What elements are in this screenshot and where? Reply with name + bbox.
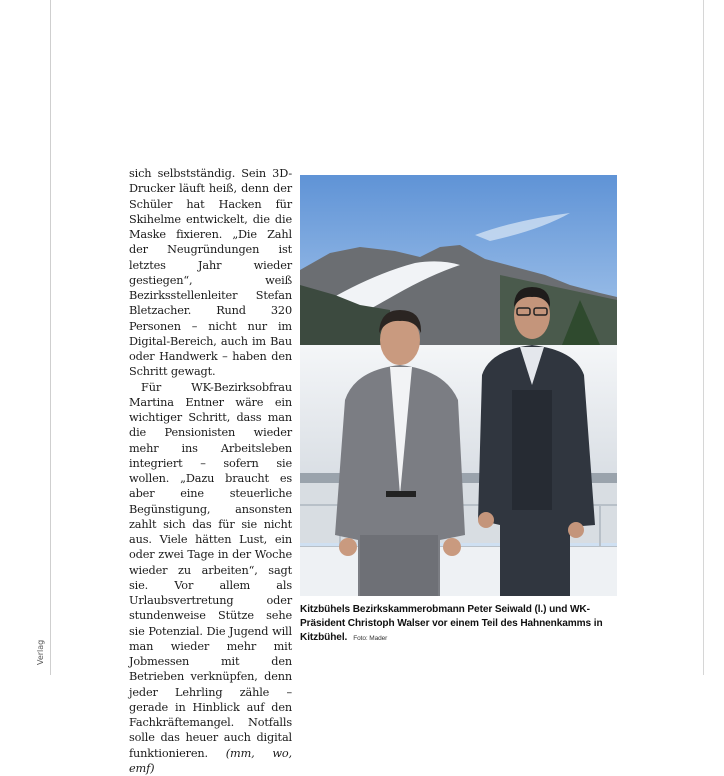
page-rule-right <box>703 0 704 675</box>
photo-caption <box>300 603 622 646</box>
photo-illustration <box>300 175 617 596</box>
author-signature: (mm, wo, emf) <box>129 747 292 775</box>
article-photo <box>300 175 617 596</box>
caption-text: Kitzbühels Bezirkskammerobmann Peter Seiwald (l.) und WK-Präsident Christoph Walser vor einem Teil des Hahnenkamms in Kitzbühel. <box>300 604 603 643</box>
side-label: Verlag <box>36 640 45 665</box>
photo-credit: Foto: Mader <box>353 635 387 642</box>
article-paragraph-2-text: Für WK-Bezirksobfrau Martina Entner wäre ein wichtiger Schritt, dass man die Pensionisten wieder mehr ins Arbeitsleben integriert – sofern sie wollen. „Dazu braucht es aber eine steuerliche Begünstigung, ansonsten zahlt sich das für sie nicht aus. Viele hätten Lust, ein oder zwei Tage in der Woche wieder zu arbeiten“, sagt sie. Vor allem als Urlaubsvertretung oder stundenweise Stütze sehe sie Potenzial. Die Jugend will man wieder mehr mit Jobmessen mit den Betrieben verknüpfen, denn jeder Lehrling zähle – gerade in Hinblick auf den Fachkräftemangel. Notfalls solle das heuer auch digital funktionieren. <box>129 381 292 760</box>
article-paragraph-1: sich selbstständig. Sein 3D-Drucker läuft heiß, denn der Schüler hat Hacken für Skihelme entwickelt, die die Maske fixieren. „Die Zahl der Neugründungen ist letztes Jahr wieder gestiegen“, weiß Bezirksstellenleiter Stefan Bletzacher. Rund 320 Personen – nicht nur im Digital-Bereich, auch im Bau oder Handwerk – haben den Schritt gewagt. <box>129 166 292 380</box>
page-rule-left <box>50 0 51 675</box>
article-paragraph-2 <box>129 380 292 776</box>
article-column <box>129 166 292 776</box>
